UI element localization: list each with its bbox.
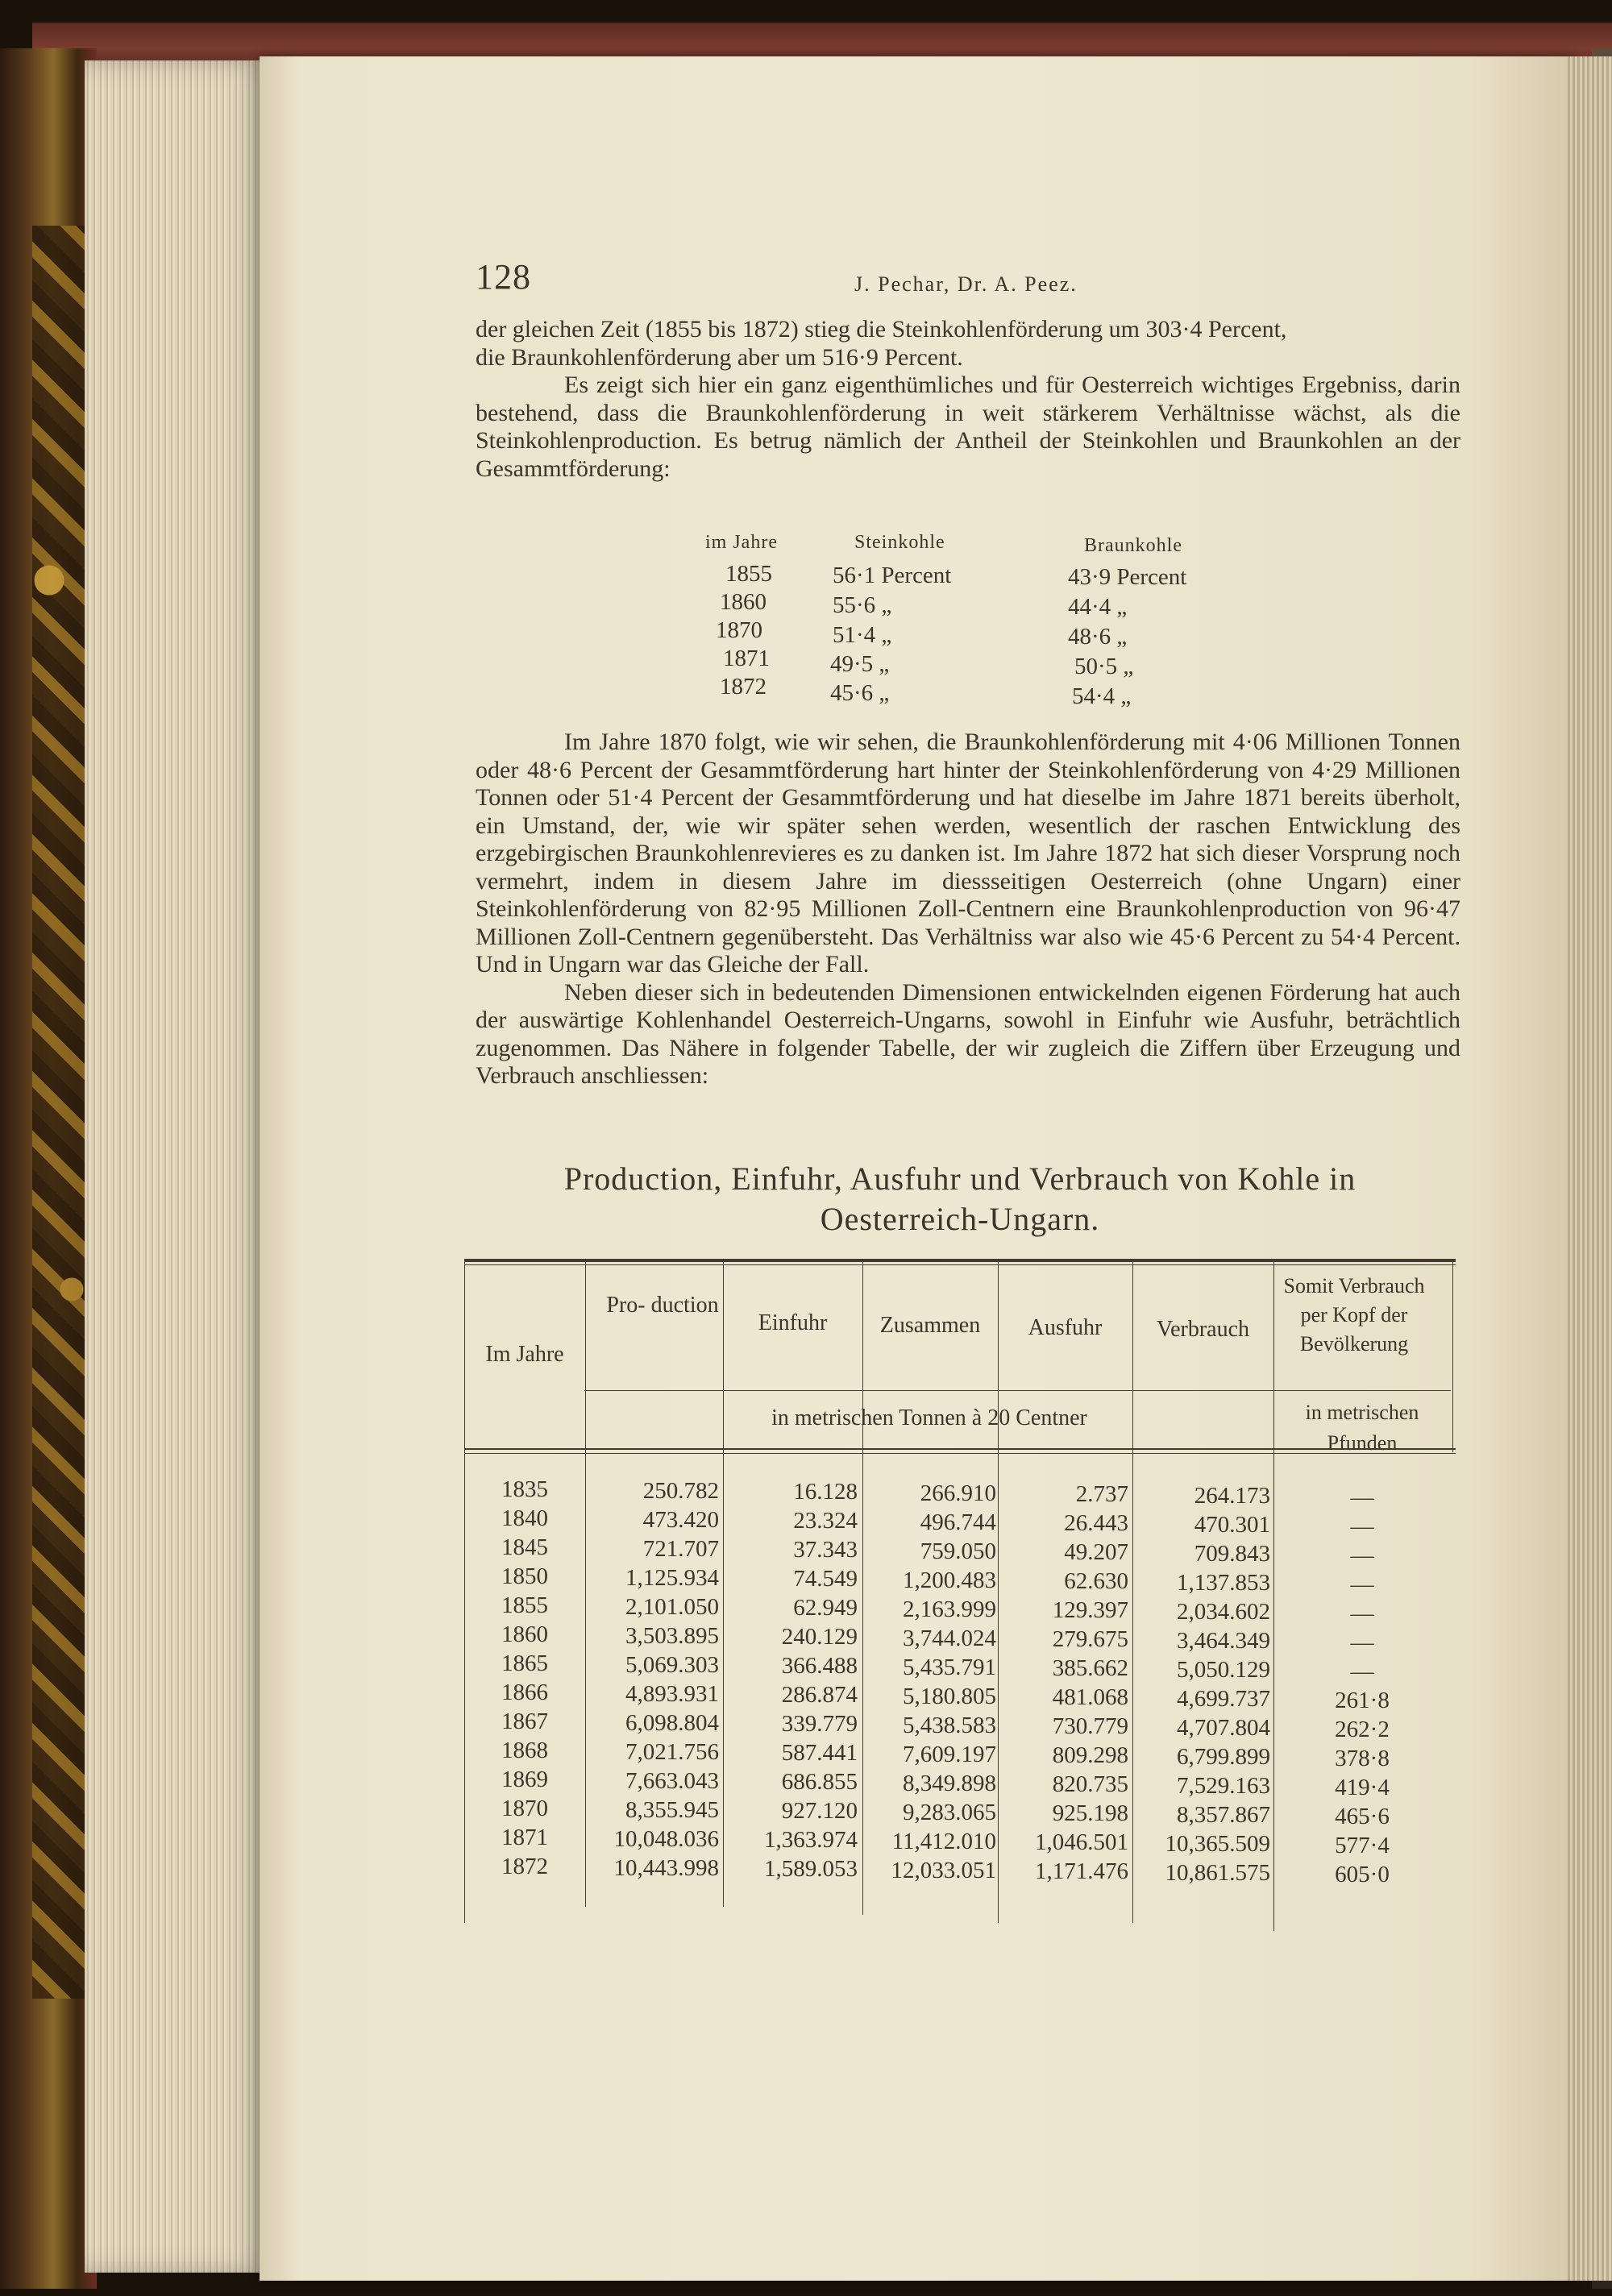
cell-einfuhr: 240.129 — [781, 1624, 858, 1650]
cell-year: 1865 — [501, 1650, 548, 1676]
cell-ausfuhr: 925.198 — [1052, 1800, 1128, 1826]
cell-verbrauch: 3,464.349 — [1177, 1627, 1270, 1654]
cell-per-kopf: 419·4 — [1335, 1775, 1390, 1800]
cell-production: 6,098.804 — [625, 1709, 719, 1736]
cell-einfuhr: 1,363.974 — [764, 1827, 858, 1853]
cell-zusammen: 5,435.791 — [903, 1654, 996, 1680]
cell-year: 1870 — [501, 1796, 548, 1821]
table-col-rule — [1452, 1262, 1453, 1452]
cell-zusammen: 5,438.583 — [903, 1712, 996, 1738]
share-braun: 43·9 Percent — [1068, 564, 1187, 590]
cell-production: 8,355.945 — [625, 1796, 719, 1823]
cell-year: 1845 — [501, 1534, 548, 1560]
cell-verbrauch: 5,050.129 — [1177, 1656, 1270, 1683]
cell-ausfuhr: 62.630 — [1064, 1568, 1128, 1594]
table-rule-unit — [584, 1390, 1451, 1391]
cell-zusammen: 2,163.999 — [903, 1596, 996, 1622]
cell-year: 1840 — [501, 1505, 548, 1531]
cell-verbrauch: 10,861.575 — [1165, 1859, 1270, 1886]
cell-einfuhr: 339.779 — [781, 1711, 858, 1737]
page-stack-left — [85, 60, 270, 2273]
cell-per-kopf: 261·8 — [1335, 1688, 1390, 1713]
cell-per-kopf: 605·0 — [1335, 1862, 1390, 1887]
cell-verbrauch: 7,529.163 — [1177, 1772, 1270, 1799]
cell-production: 473.420 — [642, 1506, 719, 1533]
table-title-line2: Oesterreich-Ungarn. — [820, 1201, 1100, 1237]
cell-zusammen: 9,283.065 — [903, 1799, 996, 1825]
cell-verbrauch: 709.843 — [1194, 1540, 1270, 1567]
cell-per-kopf: 465·6 — [1335, 1804, 1390, 1829]
cell-einfuhr: 927.120 — [781, 1798, 858, 1824]
cell-production: 10,443.998 — [613, 1854, 719, 1881]
cell-zusammen: 1,200.483 — [903, 1567, 996, 1593]
header-production: Pro- duction — [606, 1293, 719, 1318]
page-stack-right — [1568, 56, 1612, 2281]
cell-einfuhr: 62.949 — [793, 1595, 858, 1621]
cell-ausfuhr: 820.735 — [1052, 1771, 1128, 1797]
cell-per-kopf: 262·2 — [1335, 1717, 1390, 1742]
cell-per-kopf: — — [1350, 1601, 1374, 1626]
share-braun: 44·4 „ — [1068, 594, 1128, 620]
cell-zusammen: 759.050 — [920, 1538, 996, 1564]
cell-year: 1835 — [501, 1476, 548, 1502]
cell-ausfuhr: 1,046.501 — [1035, 1829, 1128, 1855]
cell-ausfuhr: 2.737 — [1075, 1481, 1128, 1507]
cell-einfuhr: 74.549 — [793, 1566, 858, 1592]
paragraph-1870: Im Jahre 1870 folgt, wie wir sehen, die Braunkohlenförderung mit 4·06 Millionen Tonnen oder 48·6 Percent der Gesammtförderung hart hinter der Steinkohlenförderung von 4·29 Millionen Tonnen oder 51·4 Percent der Gesammtförderung und hat dieselbe im Jahre 1871 bereits überholt, ein Umstand, der, wie wir später sehen werden, wesentlich der raschen Entwicklung des erzgebirgischen Braunkohlenrevieres es zu danken ist. Im Jahre 1872 hat sich dieser Vorsprung noch vermehrt, indem in diesem Jahre im diessseitigen Oesterreich (ohne Ungarn) einer Steinkohlenförderung von 82·95 Millionen Zoll-Centnern eine Braunkohlenproduction von 96·47 Millionen Zoll-Centnern gegenübersteht. Das Verhältniss war also wie 45·6 Percent zu 54·4 Percent. Und in Ungarn war das Gleiche der Fall. — [476, 729, 1460, 978]
cell-per-kopf: — — [1350, 1513, 1374, 1539]
share-stein: 55·6 „ — [833, 592, 892, 618]
share-header-year: im Jahre — [705, 532, 778, 553]
header-zusammen: Zusammen — [879, 1313, 981, 1338]
unit-tonnen: in metrischen Tonnen à 20 Centner — [771, 1405, 1087, 1430]
cell-verbrauch: 4,707.804 — [1177, 1714, 1270, 1741]
cell-einfuhr: 366.488 — [781, 1653, 858, 1679]
cell-per-kopf: — — [1350, 1571, 1374, 1597]
cell-production: 7,663.043 — [625, 1767, 719, 1794]
cell-zusammen: 266.910 — [920, 1480, 996, 1506]
cell-zusammen: 496.744 — [920, 1509, 996, 1535]
paragraph-ergebniss: Es zeigt sich hier ein ganz eigenthümliches und für Oesterreich wichtiges Ergebniss, darin bestehend, dass die Braunkohlenförderung in weit stärkerem Verhältnisse wächst, als die Steinkohlenproduction. Es betrug nämlich der Antheil der Steinkohlen und Braunkohlen an der Gesammtförderung: — [476, 372, 1460, 482]
table-title-line1: Production, Einfuhr, Ausfuhr und Verbrauch von Kohle in — [563, 1160, 1356, 1197]
share-year: 1872 — [720, 674, 767, 700]
cell-per-kopf: — — [1350, 1542, 1374, 1568]
marbled-endpaper — [32, 226, 89, 1999]
cell-zusammen: 5,180.805 — [903, 1683, 996, 1709]
cell-per-kopf: 577·4 — [1335, 1833, 1390, 1858]
cell-einfuhr: 286.874 — [781, 1682, 858, 1708]
share-year: 1871 — [723, 646, 770, 671]
cell-year: 1869 — [501, 1767, 548, 1792]
page-number: 128 — [476, 257, 531, 297]
header-year: Im Jahre — [485, 1342, 564, 1367]
header-verbrauch: Verbrauch — [1156, 1317, 1250, 1342]
unit-pfunden: in metrischen Pfunden — [1305, 1401, 1419, 1455]
paragraph-line: die Braunkohlenförderung aber um 516·9 Percent. — [476, 343, 963, 371]
cell-ausfuhr: 809.298 — [1052, 1742, 1128, 1768]
cell-production: 1,125.934 — [625, 1564, 719, 1591]
cell-einfuhr: 37.343 — [793, 1537, 858, 1563]
table-rule-top-thin — [464, 1264, 1456, 1265]
cell-year: 1868 — [501, 1738, 548, 1763]
cell-ausfuhr: 385.662 — [1052, 1655, 1128, 1681]
cell-production: 721.707 — [642, 1535, 719, 1562]
cell-ausfuhr: 481.068 — [1052, 1684, 1128, 1710]
share-year: 1870 — [716, 617, 762, 643]
paragraph-intro — [476, 316, 1460, 483]
cell-einfuhr: 686.855 — [781, 1769, 858, 1795]
cell-verbrauch: 1,137.853 — [1177, 1569, 1270, 1596]
table-col-rule — [1273, 1262, 1274, 1931]
share-stein: 49·5 „ — [830, 651, 890, 677]
cell-verbrauch: 10,365.509 — [1165, 1830, 1270, 1857]
header-per-kopf: Somit Verbrauch per Kopf der Bevölkerung — [1283, 1274, 1425, 1356]
cell-year: 1872 — [501, 1854, 548, 1879]
cell-production: 10,048.036 — [613, 1825, 719, 1852]
cell-year: 1871 — [501, 1825, 548, 1850]
share-braun: 50·5 „ — [1074, 654, 1134, 679]
cell-einfuhr: 16.128 — [793, 1479, 858, 1505]
share-stein: 45·6 „ — [830, 680, 890, 706]
header-ausfuhr: Ausfuhr — [1028, 1315, 1103, 1340]
header-einfuhr: Einfuhr — [758, 1310, 828, 1335]
cell-verbrauch: 264.173 — [1194, 1482, 1270, 1509]
share-header-braun: Braunkohle — [1084, 535, 1182, 556]
cell-zusammen: 11,412.010 — [891, 1828, 996, 1854]
table-rule-top — [464, 1259, 1456, 1262]
paragraph-main — [476, 729, 1460, 1090]
cell-einfuhr: 23.324 — [793, 1508, 858, 1534]
share-stein: 51·4 „ — [833, 622, 892, 648]
cell-ausfuhr: 730.779 — [1052, 1713, 1128, 1739]
cell-per-kopf: — — [1350, 1484, 1374, 1510]
cell-year: 1860 — [501, 1621, 548, 1647]
paragraph-line: der gleichen Zeit (1855 bis 1872) stieg die Steinkohlenförderung um 303·4 Percent, — [476, 316, 1287, 343]
cell-verbrauch: 6,799.899 — [1177, 1743, 1270, 1770]
cell-year: 1850 — [501, 1563, 548, 1589]
cell-production: 5,069.303 — [625, 1651, 719, 1678]
share-year: 1855 — [725, 561, 772, 587]
cell-zusammen: 3,744.024 — [903, 1625, 996, 1651]
cell-einfuhr: 1,589.053 — [764, 1856, 858, 1882]
cell-zusammen: 7,609.197 — [903, 1741, 996, 1767]
cell-ausfuhr: 129.397 — [1052, 1597, 1128, 1623]
cell-zusammen: 12,033.051 — [891, 1857, 996, 1883]
cell-year: 1855 — [501, 1592, 548, 1618]
share-header-stein: Steinkohle — [854, 532, 945, 553]
cell-production: 7,021.756 — [625, 1738, 719, 1765]
cell-ausfuhr: 279.675 — [1052, 1626, 1128, 1652]
cell-zusammen: 8,349.898 — [903, 1770, 996, 1796]
cell-production: 2,101.050 — [625, 1593, 719, 1620]
cell-per-kopf: — — [1350, 1659, 1374, 1684]
cell-per-kopf: 378·8 — [1335, 1746, 1390, 1771]
cell-production: 250.782 — [642, 1477, 719, 1504]
cell-year: 1866 — [501, 1679, 548, 1705]
paragraph-aussenhandel: Neben dieser sich in bedeutenden Dimensionen entwickelnden eigenen Förderung hat auch der auswärtige Kohlenhandel Oesterreich-Ungarns, sowohl in Einfuhr wie Ausfuhr, beträchtlich zugenommen. Das Nähere in folgender Tabelle, der wir zugleich die Ziffern über Erzeugung und Verbrauch anschliessen: — [476, 978, 1460, 1089]
cell-production: 4,893.931 — [625, 1680, 719, 1707]
share-braun: 48·6 „ — [1068, 624, 1128, 650]
cell-ausfuhr: 1,171.476 — [1035, 1858, 1128, 1884]
cell-einfuhr: 587.441 — [781, 1740, 858, 1766]
cell-verbrauch: 4,699.737 — [1177, 1685, 1270, 1712]
table-title — [464, 1159, 1456, 1239]
running-head: J. Pechar, Dr. A. Peez. — [854, 272, 1078, 296]
share-braun: 54·4 „ — [1072, 683, 1132, 709]
cell-ausfuhr: 49.207 — [1064, 1539, 1128, 1565]
cell-year: 1867 — [501, 1709, 548, 1734]
share-stein: 56·1 Percent — [833, 563, 952, 588]
cell-production: 3,503.895 — [625, 1622, 719, 1649]
cell-verbrauch: 470.301 — [1194, 1511, 1270, 1538]
cell-ausfuhr: 26.443 — [1064, 1510, 1128, 1536]
cell-per-kopf: — — [1350, 1630, 1374, 1655]
cell-verbrauch: 2,034.602 — [1177, 1598, 1270, 1625]
cell-verbrauch: 8,357.867 — [1177, 1801, 1270, 1828]
share-year: 1860 — [720, 589, 767, 615]
